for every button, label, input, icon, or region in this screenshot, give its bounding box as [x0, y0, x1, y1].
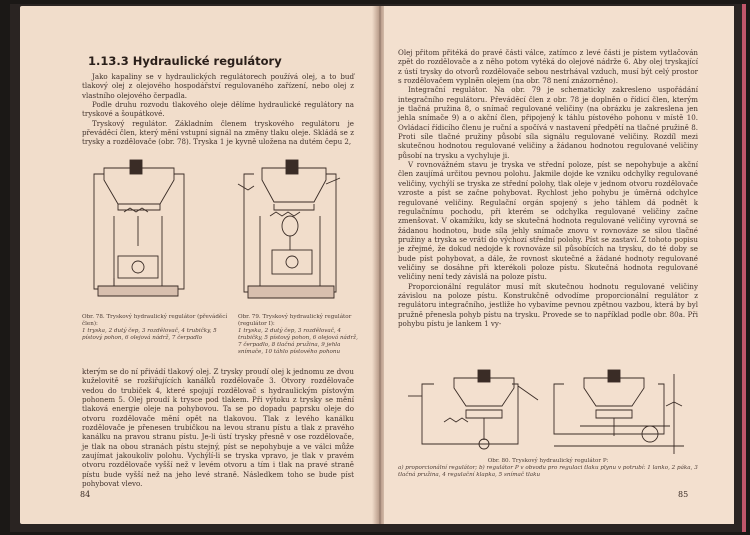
left-page: [20, 6, 376, 524]
caption-title: Obr. 80. Tryskový hydraulický regulátor P:: [487, 458, 609, 464]
page-number: 85: [678, 490, 689, 499]
figure-80-diagram: [404, 366, 694, 458]
page-number: 84: [80, 490, 91, 499]
caption-legend: 1 tryska, 2 dutý čep, 3 rozdělovač, 4 trubičky, 5 pístový pohon, 6 olejová nádrž, 7 čerpadlo: [82, 328, 217, 341]
paragraph: Podle druhu rozvodu tlakového oleje dělíme hydraulické regulátory na tryskové a šoupátkové.: [82, 100, 354, 119]
book-edge: [742, 4, 746, 532]
caption-legend: 1 tryska, 2 dutý čep, 3 rozdělovač, 4 trubičky, 5 pístový pohon, 6 olejová nádrž, 7 čerpadlo, 8 tlačná pružina, 9 jehla snímače, 10 táhlo pístového pohonu: [238, 328, 358, 355]
paragraph: V rovnovážném stavu je tryska ve střední poloze, píst se nepohybuje a akční člen zaujímá určitou pevnou polohu. Jakmile dojde ke vzniku odchylky regulované veličiny, vychýlí se tryska ze střední polohy, tlak oleje v jednom otvoru rozdělovače vzroste a píst se začne pohybovat. Rychlost jeho pohybu je úměrná odchylce regulované veličiny. Regulační orgán spojený s jeho táhlem dá podnět k regulačnímu pochodu, při kterém se odchylka regulované veličiny začne zmenšovat. V okamžiku, kdy se skutečná hodnota regulované veličiny vyrovná se žádanou hodnotou, bude síla jehly snímače znovu v rovnováze se silou tlačné pružiny a tryska se vrátí do výchozí střední polohy. Píst se zastaví. Z tohoto popisu je zřejmé, že dokud nedojde k rovnováze sil působících na trysku, do té doby se bude píst pohybovat, a dále, že rovnost skutečné a žádané hodnoty regulované veličiny se dosáhne při kterékoli poloze pístu. Skutečná hodnota regulované veličiny není tedy závislá na poloze pístu.: [398, 160, 698, 282]
intro-text: [82, 72, 354, 147]
caption-title: Obr. 79. Tryskový hydraulický regulátor (regulátor I):: [238, 314, 352, 327]
paragraph: Integrační regulátor. Na obr. 79 je schematicky zakresleno uspořádání integračního regulátoru. Převáděcí člen z obr. 78 je doplněn o řídicí člen, kterým je tlačná pružina 8, o snímač regulované veličiny (na obrázku je zakreslena jen jehla snímače 9) a o akční člen, připojený k táhlu pístového pohonu v místě 10. Ovládací řídicího členu je ruční a spočívá v nastavení předpětí na tlačné pružině 8. Proti síle tlačné pružiny působí síla signálu regulované veličiny. Rozdíl mezi skutečnou hodnotou regulované veličiny a žádanou hodnotou regulované veličiny působí na trysku a vychyluje ji.: [398, 85, 698, 160]
body-text: [82, 367, 354, 488]
paragraph: Olej přitom přitéká do pravé části válce, zatímco z levé části je pístem vytlačován zpět do rozdělovače a z něho potom vytéká do olejové nádrže 6. Aby olej tryskající z ústí trysky do otvorů rozdělovače sebou nestrhával vzduch, musí být celý prostor s rozdělovačem vyplněn olejem (na obr. 78 není znázorněno).: [398, 48, 698, 86]
figure-78-diagram: [84, 156, 194, 306]
body-text: [398, 48, 698, 328]
paragraph: Jako kapaliny se v hydraulických regulátorech používá olej, a to buď tlakový olej z olejového hospodářství regulovaného zařízení, nebo olej z vlastního olejového čerpadla.: [82, 72, 354, 100]
caption-legend: a) proporcionální regulátor; b) regulátor P v obvodu pro regulaci tlaku plynu v potrubí: 1 lanko, 2 páka, 3 tlačná pružina, 4 regulační klapka, 5 snímač tlaku: [398, 465, 698, 478]
paragraph: Tryskový regulátor. Základním členem tryskového regulátoru je převáděcí člen, který mění vstupní signál na změny tlaku oleje. Skládá se z trysky a rozdělovače (obr. 78). Tryska 1 je kyvně uložena na dutém čepu 2,: [82, 118, 354, 147]
paragraph: kterým se do ní přivádí tlakový olej. Z trysky proudí olej k jednomu ze dvou kuželovitě se rozšiřujících kanálků rozdělovače 3. Otvory rozdělovače vedou do trubiček 4, které spojují rozdělovač s hydraulickým pístovým pohonem 5. Olej proudí k trysce pod tlakem. Při výtoku z trysky se mění tlaková energie oleje na pohybovou. Ta se po dopadu paprsku oleje do otvoru rozdělovače mění opět na tlakovou. Tlak z levého kanálku rozdělovače je přenesen trubičkou na levou stranu pístu a tlak z pravého kanálku na pravou stranu pístu. Je-li ústí trysky přesně v ose rozdělovače, je tlak na obou stranách pístu stejný, píst se nepohybuje a ve válci může zaujímat jakoukoliv polohu. Vychýlí-li se tryska vpravo, je tlak v pravém otvoru rozdělovače vyšší než v levém otvoru a tím i tlak na pravé straně pístu bude vyšší než na jeho levé straně. Následkem toho se bude píst pohybovat vlevo.: [82, 367, 354, 489]
figure-79-caption: [238, 314, 360, 356]
section-heading: 1.13.3 Hydraulické regulátory: [88, 54, 282, 68]
figure-80-caption: [398, 458, 698, 479]
caption-title: Obr. 78. Tryskový hydraulický regulátor (převáděcí člen):: [82, 314, 228, 327]
paragraph: Proporcionální regulátor musí mít skutečnou hodnotu regulované veličiny závislou na poloze pístu. Konstrukčně odvodíme proporcionální regulátor z regulátoru integračního, jestliže ho vybavíme pevnou zpětnou vazbou, která by byl pružně přenesla pohyb pístu na trysku. Provede se to například podle obr. 80a. Při pohybu pístu je lankem 1 vy-: [398, 281, 698, 328]
figure-79-diagram: [234, 154, 354, 309]
figure-78-caption: [82, 314, 232, 342]
right-page: [384, 6, 734, 524]
